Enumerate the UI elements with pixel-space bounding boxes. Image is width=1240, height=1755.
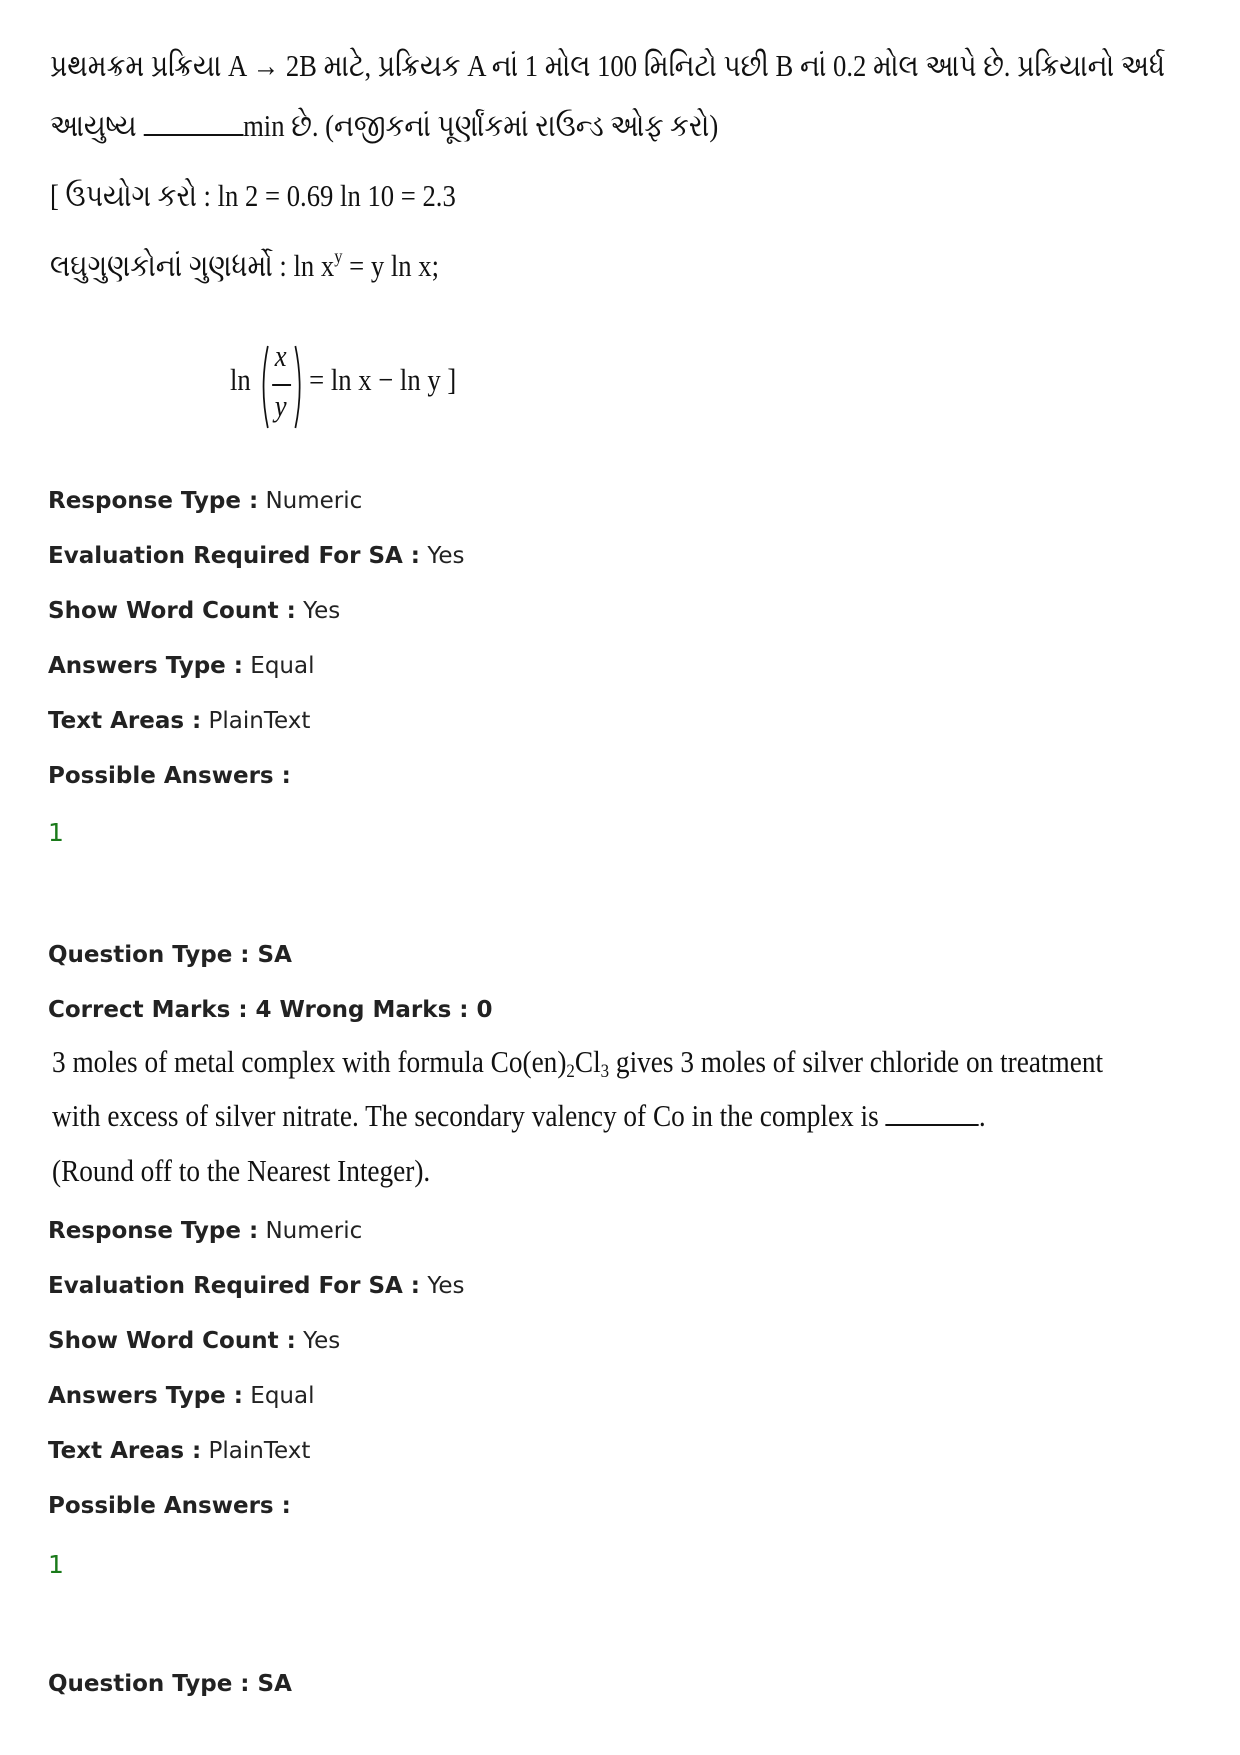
text-areas-row [48,708,310,734]
text-areas-row-2 [48,1438,310,1464]
question-1-line-4 [50,248,439,285]
possible-answers-label: Possible Answers : [48,1493,291,1519]
formula-rhs: = ln x − ln y ] [309,362,457,397]
answers-type-value: Equal [250,1383,315,1409]
evaluation-required-value: Yes [427,543,465,569]
question-2-text-2a: with excess of silver nitrate. The secondary valency of Co in the complex is [52,1098,886,1133]
question-1-text-1: પ્રથમક્રમ પ્રક્રિયા A → 2B માટે, પ્રક્રિયક A નાં 1 મોલ 100 મિનિટો પછી B નાં 0.2 મોલ આપે છે. પ્રક્રિયાનો અર્ધ [50,48,1165,83]
response-type-label: Response Type : [48,488,259,514]
evaluation-required-row [48,543,464,569]
right-paren-icon [293,344,305,430]
question-type-row-3 [48,1671,292,1697]
log-formula-base: ln x [293,248,335,283]
question-1-line-2 [50,108,718,145]
log-formula-rest: = y ln x; [342,248,440,283]
show-word-count-row-2 [48,1328,340,1354]
answers-type-value: Equal [250,653,315,679]
question-2-text-2b: . [978,1098,986,1133]
answer-blank [143,110,243,136]
question-2-subscript-2: 3 [600,1060,610,1082]
response-type-row-2 [48,1218,362,1244]
formula-denominator: y [274,388,287,423]
log-properties-label: લઘુગુણકોનાં ગુણધર્મો : [50,248,294,283]
question-type-label: Question Type : SA [48,942,292,968]
evaluation-required-label: Evaluation Required For SA : [48,543,421,569]
evaluation-required-value: Yes [427,1273,465,1299]
question-2-text-1c: gives 3 moles of silver chloride on treatment [609,1044,1104,1079]
answers-type-label: Answers Type : [48,1383,243,1409]
show-word-count-label: Show Word Count : [48,598,296,624]
formula-numerator: x [274,338,287,373]
question-1-text-2-suffix: min છે. (નજીકનાં પૂર્ણાંકમાં રાઉન્ડ ઓફ કરો) [243,108,719,143]
show-word-count-value: Yes [303,1328,341,1354]
evaluation-required-row-2 [48,1273,464,1299]
answers-type-row [48,653,315,679]
question-1-text-2-prefix: આયુષ્ય [50,108,137,143]
question-1-line-1 [50,48,1165,85]
possible-answers-row-2 [48,1493,291,1519]
text-areas-value: PlainText [208,708,311,734]
show-word-count-row [48,598,340,624]
log-formula-exponent: y [334,246,343,268]
marks-row [48,997,492,1023]
text-areas-label: Text Areas : [48,1438,202,1464]
response-type-label: Response Type : [48,1218,259,1244]
question-2-text-1a: 3 moles of metal complex with formula Co(en) [52,1044,567,1079]
question-2-text-1b: Cl [574,1044,601,1079]
fraction-bar [272,384,291,386]
question-2-line-1 [52,1044,1103,1080]
question-1-line-3 [50,178,456,215]
response-type-row [48,488,362,514]
formula-ln: ln [230,362,251,397]
possible-answers-label: Possible Answers : [48,763,291,789]
evaluation-required-label: Evaluation Required For SA : [48,1273,421,1299]
question-2-subscript-1: 2 [566,1060,575,1082]
response-type-value: Numeric [265,1218,363,1244]
answers-type-label: Answers Type : [48,653,243,679]
marks-label: Correct Marks : 4 Wrong Marks : 0 [48,997,493,1023]
question-1-hint: [ ઉપયોગ કરો : ln 2 = 0.69 ln 10 = 2.3 [50,178,456,213]
show-word-count-label: Show Word Count : [48,1328,296,1354]
text-areas-label: Text Areas : [48,708,202,734]
question-2-line-2 [52,1098,986,1134]
question-2-text-3: (Round off to the Nearest Integer). [52,1153,431,1188]
left-paren-icon [258,344,270,430]
answers-type-row-2 [48,1383,315,1409]
show-word-count-value: Yes [303,598,341,624]
question-type-label: Question Type : SA [48,1671,292,1697]
text-areas-value: PlainText [208,1438,311,1464]
possible-answer-value: 1 [48,818,64,847]
answer-blank-2 [886,1100,979,1126]
possible-answer-value-2: 1 [48,1550,64,1579]
question-2-line-3 [52,1153,430,1189]
possible-answers-row [48,763,291,789]
response-type-value: Numeric [265,488,363,514]
question-type-row [48,942,292,968]
